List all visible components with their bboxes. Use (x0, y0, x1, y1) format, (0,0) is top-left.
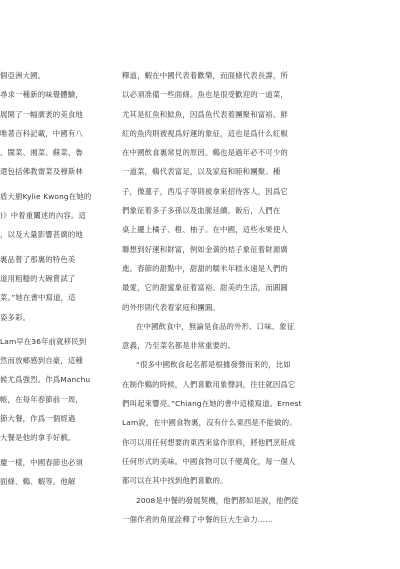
right-line: 紅的魚肉則被視爲好運的象征，這也是爲什么紅椒 (122, 128, 288, 138)
right-line: 意義，乃至菜名都是非常重要的。 (122, 341, 236, 351)
right-line: 以必須准備一些面條。魚也是很受歡迎的一道菜， (122, 90, 288, 100)
right-line: 最愛，它的甜蜜象征着富裕、甜美的生活，而圓圓 (122, 283, 288, 293)
right-line: 一道菜，鷄代表富足，以及家庭和睦和團聚。種 (122, 167, 281, 177)
left-line: 道用粗糙的大碗嘗試了 (0, 273, 76, 283)
left-line: Lam早在36年前就移民到 (0, 336, 87, 346)
left-line: 唯著百科記載，中國有八 (0, 128, 83, 138)
right-line: 你可以用任何想要的東西來當作原料，將他們烹飪成 (122, 437, 296, 447)
left-page-column (0, 66, 112, 491)
left-line: 、閩菜、湘菜、蘇菜、魯 (0, 148, 83, 158)
left-line: ，以及大量影響甚廣的地 (0, 230, 83, 240)
left-line: 尋求一種新的味覺體驗， (0, 90, 83, 100)
right-line: 子，像蓮子，西瓜子等則被拿來招待客人，因爲它 (122, 186, 288, 196)
left-line: 裏品嘗了那裏的特色美 (0, 254, 76, 264)
left-line: 還包括佛教齋菜及穆斯林 (0, 167, 83, 177)
right-line: 聯想到好運和財富，例如金黃的桔子象征着財源廣 (122, 244, 288, 254)
left-line: 面條、鷄、蝦等。他解 (0, 476, 76, 486)
right-line: Lam說，在中國食物裏，沒有什么東西是不能做的。 (122, 418, 297, 428)
right-line: 一個作者的角度詮釋了中餐的巨大生命力…… (122, 514, 273, 524)
left-line: 姿多彩。 (0, 312, 31, 322)
right-line: 們叫起來響亮。”Chiang在她的書中這樣寫道。Ernest (122, 399, 302, 409)
right-line: 們象征着多子多孫以及血脈延續。飯后，人們在 (122, 206, 281, 216)
left-line: 帳，在每年春節前一周， (0, 394, 83, 404)
right-line: 任何形式的美味。中國食物可以千變萬化，每一個人 (122, 456, 296, 466)
left-line: 菜。”她在書中寫道，這 (0, 293, 76, 303)
left-line: 節大餐，作爲一個經過 (0, 414, 76, 424)
right-line: 在中國飲食裏常見的原因。鷄也是過年必不可少的 (122, 148, 288, 158)
left-line: 大餐是他的拿手好戲。 (0, 433, 76, 443)
right-line: 在中國飲食中，無論是食品的外形、口味、象征 (136, 321, 295, 331)
left-line: 候尤爲強烈。作爲Manchu (0, 375, 91, 385)
right-line: 2008是中餐的發展契機，他們都如是說，他們從 (136, 495, 299, 505)
right-line: 都可以在其中找到他們喜歡的。 (122, 476, 228, 486)
right-line: 桌上擺上橘子、橙、柚子。在中國，這些水果使人 (122, 225, 288, 235)
right-page-column (122, 66, 358, 529)
left-line: 然而放鄉感到自豪，這種 (0, 356, 83, 366)
right-line: 進。春節的甜點中，甜甜的糯米年糕永遠是人們的 (122, 263, 288, 273)
right-line: 的外形則代表着家庭和團圓。 (122, 302, 221, 312)
left-line: 展開了一幅廣袤的美食地 (0, 109, 83, 119)
left-line: 慶一樣，中國春節也必須 (0, 457, 83, 467)
right-line: 釋道，蝦在中國代表着歡樂，而面條代表長壽，所 (122, 71, 288, 80)
left-line: 盾大廚Kylie Kwong在她的 (0, 191, 92, 201)
right-line: 在制作鷄的時候，人們喜歡用象聲詞，往往就因爲它 (122, 379, 296, 389)
right-line: “很多中國飲食起名都是根據發聲而來的，比如 (136, 360, 291, 370)
left-line: )》中着重闡述的內容。這 (0, 211, 86, 221)
right-line: 尤其是紅魚和鯰魚，因爲魚代表着團聚和富裕。鮮 (122, 109, 288, 119)
left-line: 個亞洲大國。 (0, 71, 46, 80)
